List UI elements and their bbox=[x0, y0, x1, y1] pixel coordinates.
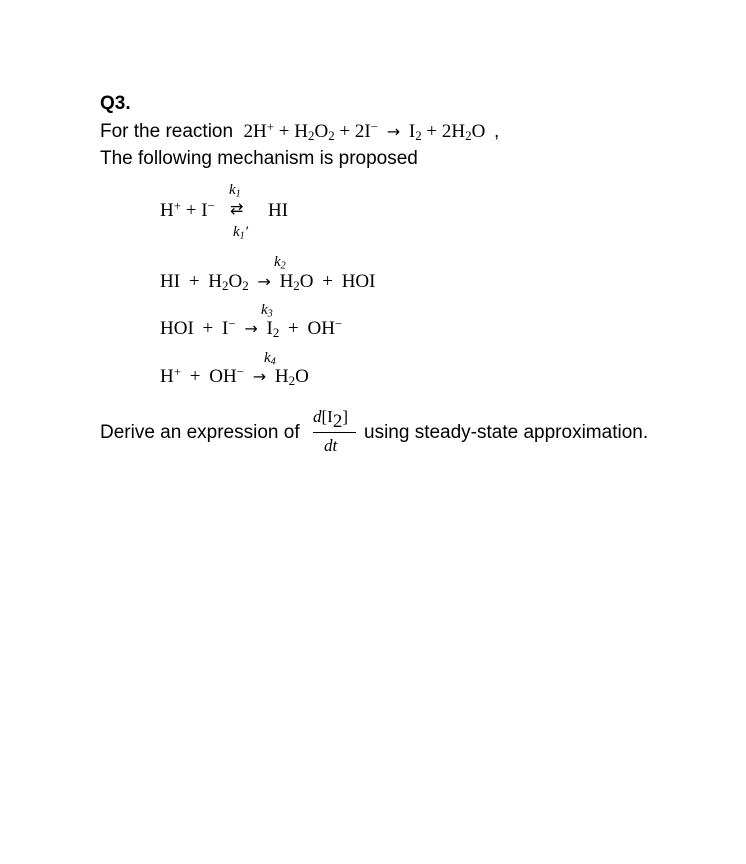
step-4-arrow-icon: → bbox=[252, 367, 267, 386]
mechanism-step-2: HI + $H_2O_2 \to H_2O$ + HOI bbox=[160, 271, 376, 294]
reaction-prefix: For the reaction bbox=[100, 121, 234, 142]
task-prefix: Derive an expression of bbox=[100, 422, 300, 443]
trailing-comma: , bbox=[494, 121, 500, 142]
step-2-arrow-icon: → bbox=[257, 272, 271, 291]
fraction-numerator: $d[I_2]$ bbox=[313, 407, 349, 432]
overall-reaction: $2H^+ + H_2O_2 + 2I^- \to I_2 + 2H_2O$ bbox=[243, 119, 486, 144]
fraction-bar bbox=[313, 432, 356, 433]
rate-constant-k1-reverse: $k_1'$ bbox=[233, 224, 249, 242]
step-3-arrow-icon: → bbox=[244, 319, 258, 338]
rate-constant-k4: $k_4$ bbox=[264, 350, 276, 368]
question-label: Q3. bbox=[100, 93, 131, 114]
rate-constant-k2: $k_2$ bbox=[274, 254, 286, 272]
mechanism-step-4: $H^+ + OH^- \to H_2O$ bbox=[160, 364, 309, 389]
rate-constant-k3: $k_3$ bbox=[261, 302, 273, 320]
equilibrium-arrow-icon: ⇄ bbox=[230, 199, 244, 218]
mechanism-step-3: HOI + $I^- \to I_2 + OH^-$ bbox=[160, 316, 343, 341]
reaction-line bbox=[100, 121, 499, 143]
mechanism-intro: The following mechanism is proposed bbox=[100, 148, 418, 169]
reaction-arrow-icon: → bbox=[386, 122, 401, 141]
step-1-product: HI bbox=[268, 200, 289, 221]
task-suffix: using steady-state approximation. bbox=[364, 422, 649, 443]
rate-constant-k1: $k_1$ bbox=[229, 182, 241, 200]
fraction-denominator: dt bbox=[324, 436, 338, 455]
mechanism-step-1: H+ + I− bbox=[160, 198, 215, 221]
